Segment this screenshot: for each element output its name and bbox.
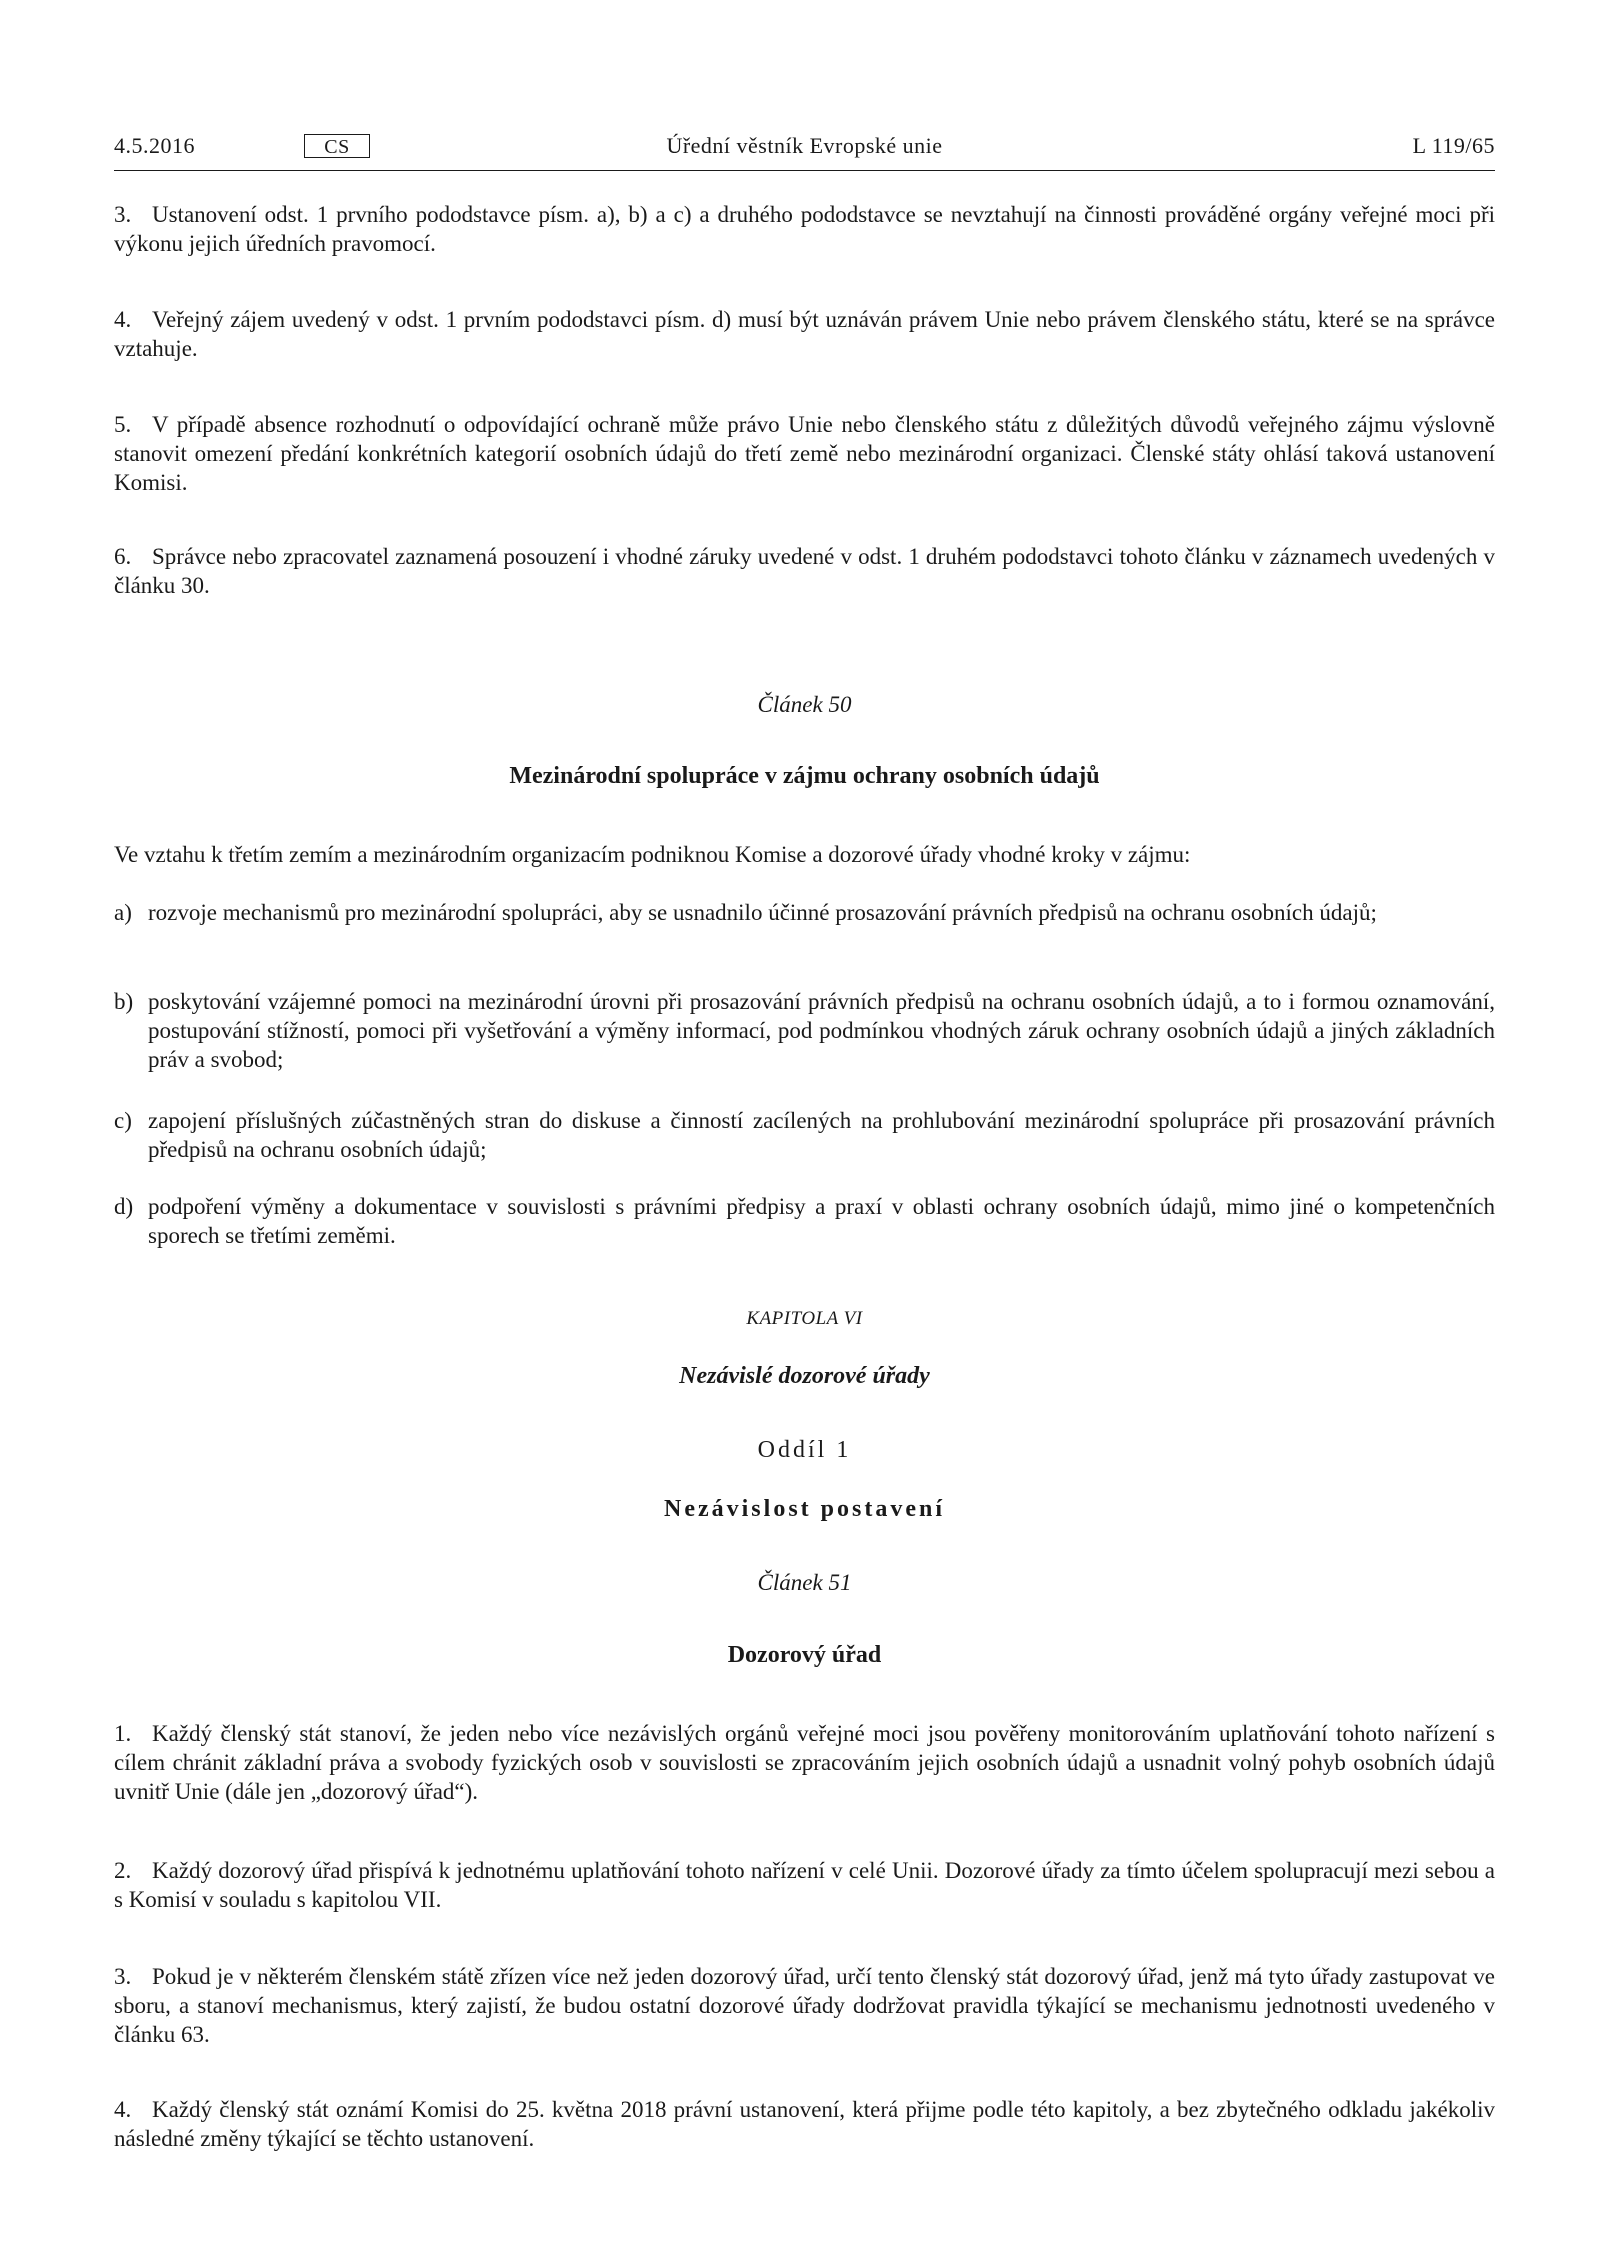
item-text: poskytování vzájemné pomoci na mezinárodní úrovni při prosazování právních předpisů na ochranu osobních údajů, a to i formou oznamování, postupování stížností, pomoci při vyšetřování a výměny informací, pod podmínkou vhodných záruk ochrany osobních údajů a jiných základních práv a svobod; xyxy=(148,989,1495,1072)
paragraph-number: 1. xyxy=(114,1721,132,1746)
item-label: c) xyxy=(114,1108,132,1133)
paragraph-4 xyxy=(114,305,1495,363)
item-label: b) xyxy=(114,989,134,1014)
paragraph-number: 4. xyxy=(114,2097,132,2122)
paragraph-6 xyxy=(114,542,1495,600)
paragraph-3 xyxy=(114,200,1495,258)
page-reference: L 119/65 xyxy=(1412,133,1495,158)
paragraph-number: 3. xyxy=(114,1964,132,1989)
item-label: d) xyxy=(114,1194,134,1219)
item-text: zapojení příslušných zúčastněných stran do diskuse a činností zacílených na prohlubování mezinárodní spolupráce při prosazování právních předpisů na ochranu osobních údajů; xyxy=(148,1108,1495,1162)
paragraph-number: 2. xyxy=(114,1858,132,1883)
article-50-item-b xyxy=(114,987,1495,1074)
paragraph-text: Správce nebo zpracovatel zaznamená posouzení i vhodné záruky uvedené v odst. 1 druhém pododstavci tohoto článku v záznamech uvedených v článku 30. xyxy=(114,544,1495,598)
paragraph-text: V případě absence rozhodnutí o odpovídající ochraně může právo Unie nebo členského státu z důležitých důvodů veřejného zájmu výslovně stanovit omezení předání konkrétních kategorií osobních údajů do třetí země nebo mezinárodní organizaci. Členské státy ohlásí taková ustanovení Komisi. xyxy=(114,412,1495,495)
item-label: a) xyxy=(114,900,132,925)
paragraph-number: 5. xyxy=(114,412,132,437)
article-51-title: Dozorový úřad xyxy=(727,1642,882,1668)
article-50-item-c xyxy=(114,1106,1495,1164)
item-text: podpoření výměny a dokumentace v souvislosti s právními předpisy a praxí v oblasti ochrany osobních údajů, mimo jiné o kompetenčních sporech se třetími zeměmi. xyxy=(148,1194,1495,1248)
page-header xyxy=(114,133,1495,167)
header-divider xyxy=(114,170,1495,171)
chapter-title: Nezávislé dozorové úřady xyxy=(679,1363,930,1389)
article-50-item-a xyxy=(114,898,1495,927)
paragraph-text: Každý členský stát stanoví, že jeden nebo více nezávislých orgánů veřejné moci jsou pověřeny monitorováním uplatňování tohoto nařízení s cílem chránit základní práva a svobody fyzických osob v souvislosti se zpracováním jejich osobních údajů a usnadnit volný pohyb osobních údajů uvnitř Unie (dále jen „dozorový úřad“). xyxy=(114,1721,1495,1804)
paragraph-number: 4. xyxy=(114,307,132,332)
article-50-intro: Ve vztahu k třetím zemím a mezinárodním organizacím podniknou Komise a dozorové úřady vhodné kroky v zájmu: xyxy=(114,842,1191,867)
chapter-number: KAPITOLA VI xyxy=(746,1308,863,1329)
article-50-title: Mezinárodní spolupráce v zájmu ochrany osobních údajů xyxy=(509,763,1100,789)
paragraph-text: Každý dozorový úřad přispívá k jednotnému uplatňování tohoto nařízení v celé Unii. Dozorové úřady za tímto účelem spolupracují mezi sebou a s Komisí v souladu s kapitolou VII. xyxy=(114,1858,1495,1912)
article-50-item-d xyxy=(114,1192,1495,1250)
paragraph-5 xyxy=(114,410,1495,497)
article-50-number: Článek 50 xyxy=(757,692,852,717)
section-number: Oddíl 1 xyxy=(757,1437,852,1463)
article-51-number: Článek 51 xyxy=(757,1570,852,1595)
section-title: Nezávislost postavení xyxy=(664,1496,945,1522)
paragraph-text: Pokud je v některém členském státě zřízen více než jeden dozorový úřad, určí tento členský stát dozorový úřad, jenž má tyto úřady zastupovat ve sboru, a stanoví mechanismus, který zajistí, že budou ostatní dozorové úřady dodržovat pravidla týkající se mechanismu jednotnosti uvedeného v článku 63. xyxy=(114,1964,1495,2047)
article-51-paragraph-4 xyxy=(114,2095,1495,2153)
language-badge: CS xyxy=(304,134,370,158)
paragraph-number: 3. xyxy=(114,202,132,227)
paragraph-text: Veřejný zájem uvedený v odst. 1 prvním pododstavci písm. d) musí být uznáván právem Unie nebo právem členského státu, které se na správce vztahuje. xyxy=(114,307,1495,361)
journal-title: Úřední věstník Evropské unie xyxy=(666,133,943,158)
article-51-paragraph-3 xyxy=(114,1962,1495,2049)
paragraph-number: 6. xyxy=(114,544,132,569)
article-51-paragraph-2 xyxy=(114,1856,1495,1914)
paragraph-text: Ustanovení odst. 1 prvního pododstavce písm. a), b) a c) a druhého pododstavce se nevztahují na činnosti prováděné orgány veřejné moci při výkonu jejich úředních pravomocí. xyxy=(114,202,1495,256)
publication-date: 4.5.2016 xyxy=(114,133,195,158)
paragraph-text: Každý členský stát oznámí Komisi do 25. května 2018 právní ustanovení, která přijme podle této kapitoly, a bez zbytečného odkladu jakékoliv následné změny týkající se těchto ustanovení. xyxy=(114,2097,1495,2151)
article-51-paragraph-1 xyxy=(114,1719,1495,1806)
item-text: rozvoje mechanismů pro mezinárodní spolupráci, aby se usnadnilo účinné prosazování právních předpisů na ochranu osobních údajů; xyxy=(148,900,1377,925)
